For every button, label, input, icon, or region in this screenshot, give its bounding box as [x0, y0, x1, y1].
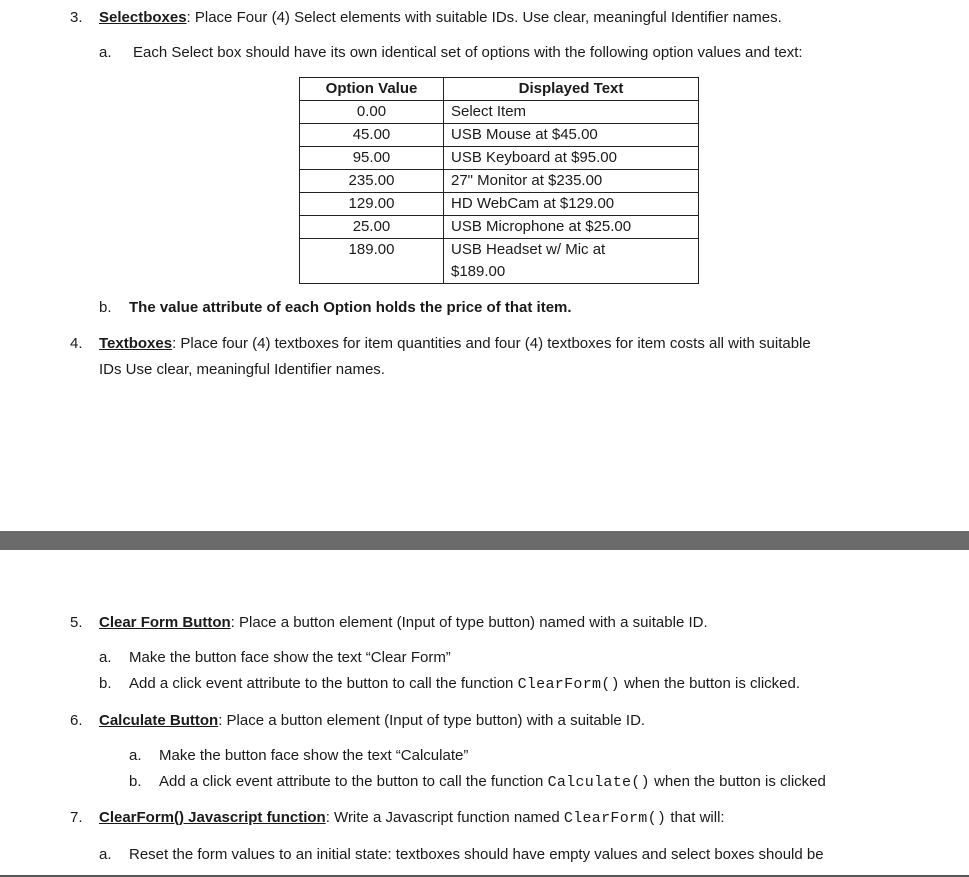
option-value-cell: 25.00 [300, 216, 444, 239]
item-3b-text: The value attribute of each Option holds the price of that item. [129, 299, 572, 316]
item-6-number: 6. [70, 712, 83, 729]
displayed-text-line-2: $189.00 [451, 263, 506, 280]
item-7-code: ClearForm() [563, 810, 667, 827]
item-4-text: : Place four (4) textboxes for item quantities and four (4) textboxes for item costs all with suitable [172, 335, 811, 352]
displayed-text-cell: USB Microphone at $25.00 [444, 216, 699, 239]
item-4-line-2: IDs Use clear, meaningful Identifier names. [99, 361, 385, 378]
item-5b-label: b. [99, 675, 112, 692]
item-7-text-post: that will: [666, 809, 725, 826]
header-displayed-text: Displayed Text [444, 78, 699, 101]
item-3-text: : Place Four (4) Select elements with suitable IDs. Use clear, meaningful Identifier names. [186, 9, 782, 26]
item-3a-text: Each Select box should have its own identical set of options with the following option values and text: [133, 44, 803, 61]
item-6-line [99, 712, 645, 729]
option-value-cell: 189.00 [300, 239, 444, 284]
table-row [300, 124, 699, 147]
page-break-divider [0, 531, 969, 550]
option-value-cell: 45.00 [300, 124, 444, 147]
item-7-heading: ClearForm() Javascript function [99, 809, 326, 826]
item-7-number: 7. [70, 809, 83, 826]
displayed-text-cell: USB Mouse at $45.00 [444, 124, 699, 147]
table-row [300, 147, 699, 170]
option-table [299, 77, 699, 284]
item-3-line [99, 9, 782, 26]
item-4-number: 4. [70, 335, 83, 352]
item-6b-text-pre: Add a click event attribute to the button to call the function [159, 773, 548, 790]
displayed-text-cell [444, 239, 699, 284]
item-6b-text-post: when the button is clicked [649, 773, 826, 790]
item-5-line [99, 614, 708, 631]
item-5a-label: a. [99, 649, 112, 666]
item-3a-label: a. [99, 44, 112, 61]
item-6b-line [159, 773, 826, 791]
header-option-value: Option Value [300, 78, 444, 101]
item-4-heading: Textboxes [99, 335, 173, 352]
item-5a-text: Make the button face show the text “Clear Form” [129, 649, 451, 666]
option-value-cell: 129.00 [300, 193, 444, 216]
item-4-line-1 [99, 335, 811, 352]
table-row [300, 216, 699, 239]
item-3-heading: Selectboxes [99, 9, 187, 26]
item-7-text-pre: : Write a Javascript function named [325, 809, 564, 826]
item-6-text: : Place a button element (Input of type button) with a suitable ID. [218, 712, 646, 729]
item-5b-text-pre: Add a click event attribute to the button to call the function [129, 675, 518, 692]
item-5b-line [129, 675, 800, 693]
item-6b-label: b. [129, 773, 142, 790]
item-5b-code: ClearForm() [517, 676, 620, 693]
displayed-text-line-1: USB Headset w/ Mic at [451, 241, 606, 258]
displayed-text-cell: 27" Monitor at $235.00 [444, 170, 699, 193]
item-5b-text-post: when the button is clicked. [619, 675, 801, 692]
table-row [300, 101, 699, 124]
item-6a-text: Make the button face show the text “Calculate” [159, 747, 469, 764]
table-header-row [300, 78, 699, 101]
option-value-cell: 0.00 [300, 101, 444, 124]
item-7a-label: a. [99, 846, 112, 863]
item-6b-code: Calculate() [547, 774, 650, 791]
item-6-heading: Calculate Button [99, 712, 219, 729]
item-3b-label: b. [99, 299, 112, 316]
displayed-text-cell: HD WebCam at $129.00 [444, 193, 699, 216]
displayed-text-cell: Select Item [444, 101, 699, 124]
table-row [300, 193, 699, 216]
table-row [300, 239, 699, 284]
option-value-cell: 235.00 [300, 170, 444, 193]
item-5-text: : Place a button element (Input of type button) named with a suitable ID. [230, 614, 708, 631]
item-5-heading: Clear Form Button [99, 614, 231, 631]
item-7-line [99, 809, 725, 827]
option-value-cell: 95.00 [300, 147, 444, 170]
item-5-number: 5. [70, 614, 83, 631]
item-6a-label: a. [129, 747, 142, 764]
table-row [300, 170, 699, 193]
displayed-text-cell: USB Keyboard at $95.00 [444, 147, 699, 170]
item-7a-text: Reset the form values to an initial state: textboxes should have empty values and select boxes should be [129, 846, 824, 863]
item-3-number: 3. [70, 9, 83, 26]
